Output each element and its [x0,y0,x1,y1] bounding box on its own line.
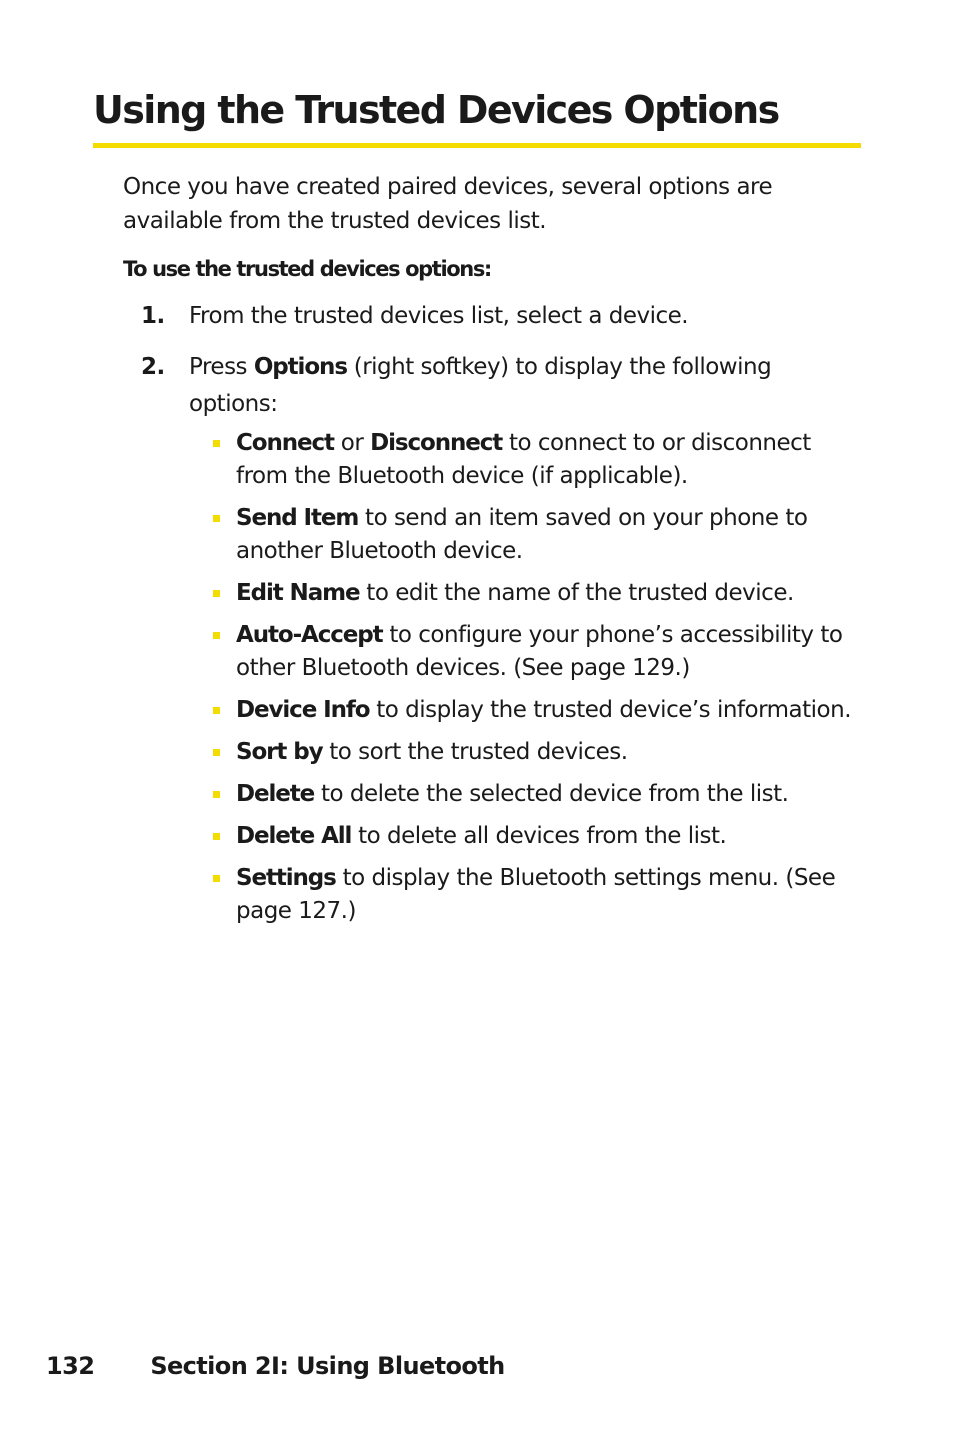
option-sort-by [189,736,853,769]
option-keyword: Edit Name [236,580,360,606]
option-description: to delete the selected device from the list. [314,781,789,807]
option-keyword-2: Disconnect [370,430,503,456]
option-settings [189,862,853,928]
step-text-suffix: (right softkey) to display the following options: [189,354,772,417]
intro-paragraph: Once you have created paired devices, several options are available from the trusted devices list. [123,174,773,234]
option-delete-all [189,820,853,853]
step-1 [123,298,853,335]
square-bullet-icon [213,590,220,597]
option-keyword: Auto-Accept [236,622,383,648]
procedure-heading: To use the trusted devices options: [123,257,491,281]
steps-list [123,298,853,928]
option-description: to send an item saved on your phone to another Bluetooth device. [236,505,808,564]
square-bullet-icon [213,749,220,756]
option-description: to display the Bluetooth settings menu. (See page 127.) [236,865,836,924]
step-text-prefix: Press [189,354,254,380]
options-list [189,427,853,928]
square-bullet-icon [213,875,220,882]
option-keyword: Settings [236,865,336,891]
options-keyword: Options [253,354,347,380]
option-edit-name [189,577,853,610]
title-underline [93,143,861,148]
square-bullet-icon [213,833,220,840]
option-delete [189,778,853,811]
option-description: to configure your phone’s accessibility to other Bluetooth devices. (See page 129.) [236,622,843,681]
page-title: Using the Trusted Devices Options [93,88,779,132]
square-bullet-icon [213,791,220,798]
step-number: 2. [141,354,165,380]
option-device-info [189,694,853,727]
option-description: to connect to or disconnect from the Bluetooth device (if applicable). [236,430,811,489]
option-keyword: Delete [236,781,315,807]
main-content [123,170,853,942]
step-text: From the trusted devices list, select a device. [189,303,689,329]
option-connect [189,427,853,493]
square-bullet-icon [213,632,220,639]
option-keyword: Sort by [236,739,323,765]
page-footer [46,1348,505,1384]
square-bullet-icon [213,515,220,522]
section-title: Section 2I: Using Bluetooth [150,1352,505,1380]
option-keyword: Send Item [236,505,359,531]
option-description: to display the trusted device’s information. [369,697,852,723]
square-bullet-icon [213,707,220,714]
option-send-item [189,502,853,568]
option-description: to delete all devices from the list. [351,823,727,849]
option-keyword: Delete All [236,823,352,849]
step-number: 1. [141,303,165,329]
option-description: to sort the trusted devices. [322,739,628,765]
page-number: 132 [46,1352,95,1380]
step-2 [123,349,853,928]
option-keyword: Device Info [236,697,370,723]
option-description: to edit the name of the trusted device. [359,580,794,606]
option-keyword: Connect [236,430,334,456]
square-bullet-icon [213,440,220,447]
option-connector: or [333,430,371,456]
option-auto-accept [189,619,853,685]
